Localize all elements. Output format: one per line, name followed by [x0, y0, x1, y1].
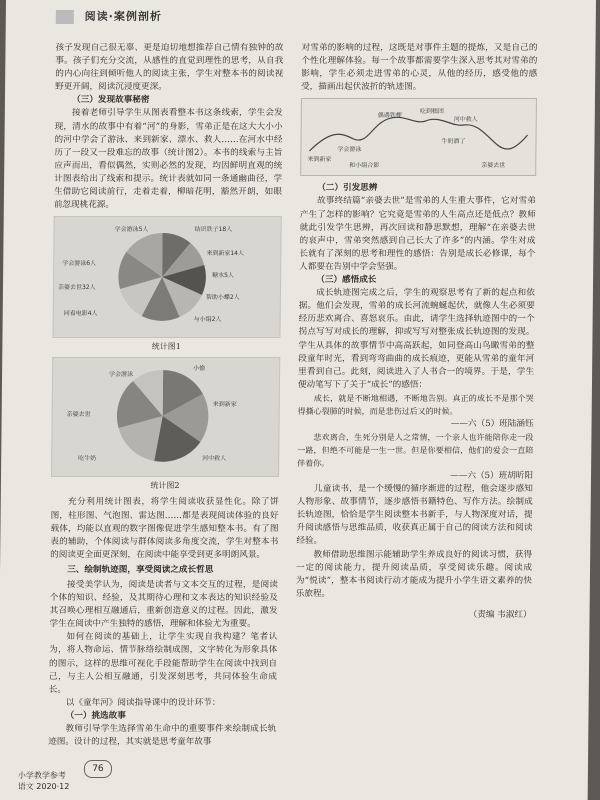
right-para-1: 对雪弟的影响的过程，这既是对事件主题的提炼，又是自己的个性化理解体验。每一个故事都需要学生深入思考其对雪弟的影响，学生必须走进雪弟的心灵，从他的经历，感受他的感受，描画出起伏波折的轨迹图。	[301, 43, 538, 93]
journal-issue: 语文 2020·12	[17, 782, 70, 791]
left-heading-3: （三）发现故事秘密	[72, 95, 150, 106]
pie1-label: 与小绢2人	[193, 316, 222, 324]
left-heading-4: （一）挑选故事	[65, 710, 126, 721]
right-para-2: 故事终结篇“亲婆去世”是雪弟的人生重大事件，它对雪弟产生了怎样的影响？它究竟是雪弟的人生高点还是低点？教师就此引发学生思辨，再次回读和静思默想，理解“在亲婆去世的哀声中，雪弟突然感到自己长大了许多”的内涵。学生对成长就有了深刻的思考和理性的感悟：告别是成长必修课，每个人都要在告别中学会坚强。	[299, 196, 536, 272]
journal-name: 小学教学参考	[17, 771, 66, 780]
pie-chart-2	[51, 357, 280, 477]
pie2-label: 学会游泳	[109, 371, 134, 379]
timeline-label: 偶遇铁梗	[377, 112, 402, 120]
pie1-label: 糖水5人	[212, 272, 234, 280]
pie1-label: 学会游泳5人	[114, 226, 149, 234]
timeline-label: 吃到糕团	[419, 108, 444, 116]
left-para-1: 接着老师引导学生从图表看整本书这条线索，学生会发现，清水的故事中有着“河”的身影，雪弟正是在这大大小小的河中学会了游泳、来到新家、漂水、救人……在河水中经历了一段又一段难忘的故事（统计图2）。本书的线索与主旨应声而出，看似偶然，实则必然的发现，均因鲜明直观的统计图表给出了线索和提示。统计表就如同一条通幽曲径，学生借助它阅读前行，走着走着，柳暗花明，豁然开朗，如眼前忽现桃花源。	[53, 108, 283, 211]
pie2-label: 来到新家	[212, 401, 237, 409]
student-quote-2: 悲欢离合，生死分别是人之常情，一个亲人也许能陪你走一段一路，但绝不可能是一生一世。但是你要相信，他们的爱会一直陪伴着你。	[297, 432, 534, 468]
growth-trajectory-diagram	[300, 98, 537, 176]
right-heading-3: （三）感悟成长	[316, 275, 377, 286]
header-title: 阅读·案例剖析	[84, 10, 162, 23]
page-footer	[18, 770, 70, 792]
pie-chart-1	[52, 216, 281, 338]
pie2-label: 小偷	[193, 365, 206, 373]
timeline-label: 牛奶洒了	[441, 138, 466, 146]
editor-credit: （责编 韦淑红）	[468, 609, 532, 620]
timeline-label: 学会游泳	[337, 146, 362, 154]
timeline-label: 河中救人	[453, 116, 478, 124]
left-column	[48, 42, 283, 749]
left-para-4: 如何在阅读的基础上，让学生实现自我构建？笔者认为，将人物命运、情节脉络绘制成图，文字转化为形象具体的图示，这样的思维可视化手段能帮助学生在阅读中找到自己，与主人公相互融通，引发深刻思考，共同体验生命成长。	[48, 632, 278, 695]
left-para-2: 充分利用统计图表，将学生阅读收获显性化。除了饼图，柱形图、气泡图、雷达图……都是表现阅读体验的良好载体，均能以直观的数字图像促进学生感知整本书。有了图表的辅助，个体阅读与群体阅读多角度交流，学生对整本书的阅读更全面更深刻，在阅读中能享受到更多明朗风景。	[50, 497, 279, 560]
right-para-5: 教师借助思维图示能辅助学生养成良好的阅读习惯，获得一定的阅读能力，提升阅读品质，享受阅读乐趣。阅读成为“悦读”，整本书阅读行动才能成为提升小学生语文素养的快乐旅程。	[295, 549, 533, 599]
right-column	[295, 42, 537, 622]
pie2-label: 亲婆去世	[66, 411, 91, 419]
pie1-label: 帮助小蝶2人	[205, 294, 240, 302]
page-header	[56, 8, 162, 24]
pie2-label: 吃牛奶	[78, 455, 97, 463]
timeline-label: 和小绢合影	[349, 162, 380, 170]
section-3-heading: 三、绘制轨迹图，享受阅读之成长哲思	[67, 564, 214, 575]
student-quote-2-author: ——六（5）班胡昕阳	[450, 470, 534, 481]
pie2-label: 河中救人	[202, 455, 227, 463]
left-para-3: 接受美学认为，阅读是读者与文本交互的过程，是阅读个体的知识、经验，及其期待心理和文本表达的知识经验及其召唤心理相互融通后，重新创造意义的过程。因此，激发学生在阅读中产生独特的感悟，理解和体验尤为重要。	[49, 579, 278, 630]
page-number: 76	[84, 760, 112, 778]
left-para-5: 以《童年河》阅读指导课中的设计环节：	[65, 697, 221, 708]
left-para-6: 教师引导学生选择雪弟生命中的重要事件来绘制成长轨迹图。设计的过程，其实就是思考童年故事	[48, 724, 277, 748]
timeline-label: 亲婆去世	[481, 162, 506, 170]
left-intro: 孩子发现自己很无辜、更是迫切地想推荐自己情有独钟的故事。孩子们充分交流，从感性的直觉到理性的思考，从自我的内心向往到倾听他人的阅读主张，学生对整本书的阅读视野更开阔，阅读沉浸度更深。	[55, 43, 284, 93]
right-para-3: 成长轨迹图完成之后，学生的观察思考有了新的起点和依据。他们会发现，雪弟的成长河流蜿蜒起伏，就像人生必须要经历悲欢离合、喜怒哀乐。由此，请学生选择轨迹图中的一个拐点写写对成长的理解，抑或写写对整张成长轨迹图的发现。学生从具体的故事情节中高高跃起，如同登高山鸟瞰雪弟的整段童年时光，看到弯弯曲曲的成长痕迹，更能从雪弟的童年河里看到自己。此刻，阅读进入了人书合一的境界。于是，学生便动笔写下了关于“成长”的感悟：	[297, 288, 535, 390]
pie1-label: 亲婆去世32人	[57, 284, 96, 292]
pie1-label: 学会游泳6人	[62, 260, 97, 268]
student-quote-1: 成长，就是不断地相遇，不断地告别。真正的成长不是那个哭得撕心裂肺的时候，而是悲伤过后又的时候。	[297, 393, 534, 416]
right-para-4: 儿童读书，是一个缓慢的循序渐进的过程，他会逐步感知人物形象、故事情节，逐步感悟书籍特色、写作方法。绘制成长轨迹图，恰恰是学生阅读整本书新手，与人物深度对话，提升阅读感悟与思维品质，收获真正属于自己的阅读方法和阅读经验。	[296, 484, 533, 547]
student-quote-1-author: ——六（5）班陆涵钰	[450, 418, 534, 429]
fig1-caption: 统计图1	[151, 342, 181, 352]
header-bar	[56, 10, 74, 24]
timeline-label: 来到新家	[307, 156, 332, 164]
pie1-label: 来到新家14人	[206, 250, 245, 258]
pie1-label: 结识铁子18人	[194, 226, 233, 234]
fig2-caption: 统计图2	[150, 481, 180, 491]
pie1-label: 同看电影4人	[63, 310, 98, 318]
right-heading-2: （二）引发思辨	[317, 183, 378, 194]
